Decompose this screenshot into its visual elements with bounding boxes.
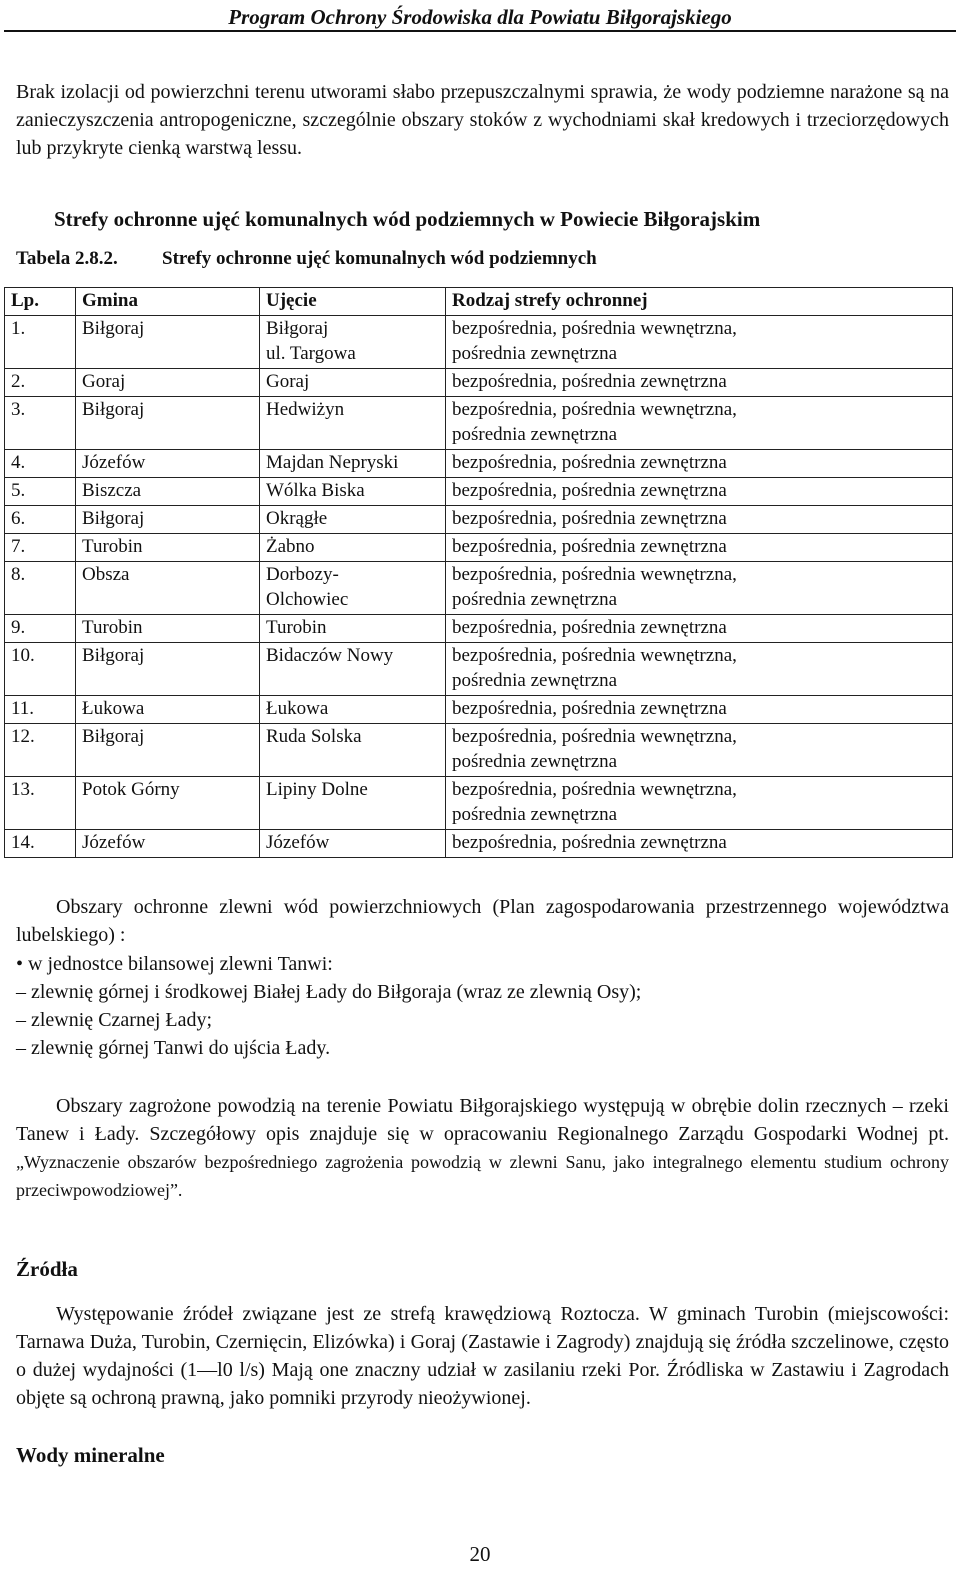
header-rule [4,30,956,32]
cell-ujecie-line: Okrągłe [266,508,328,529]
page-number: 20 [469,1542,491,1566]
cell-lp: 3. [5,397,76,450]
cell-rodzaj-line: bezpośrednia, pośrednia zewnętrzna [452,508,727,529]
table-row [5,777,953,830]
cell-rodzaj [446,534,953,562]
cell-gmina: Biłgoraj [76,643,260,696]
cell-gmina: Turobin [76,615,260,643]
cell-rodzaj-line: bezpośrednia, pośrednia zewnętrzna [452,452,727,473]
flood-quote: „Wyznaczenie obszarów bezpośredniego zagrożenia powodzią w zlewni Sanu, jako integralnego elementu studium ochrony przeciwpowodziowej”. [16,1152,949,1200]
cell-gmina: Biszcza [76,478,260,506]
cell-gmina: Józefów [76,830,260,858]
cell-rodzaj-line: bezpośrednia, pośrednia wewnętrzna, [452,399,737,420]
table-row [5,615,953,643]
table-header-row [5,288,953,316]
table-row [5,397,953,450]
cell-ujecie-line: Józefów [266,832,330,853]
cell-ujecie-line: Goraj [266,371,310,392]
cell-lp: 7. [5,534,76,562]
cell-rodzaj-line: bezpośrednia, pośrednia wewnętrzna, [452,726,737,747]
header-lp: Lp. [5,288,76,316]
cell-lp: 14. [5,830,76,858]
flood-paragraph [16,1092,949,1204]
cell-rodzaj-line: bezpośrednia, pośrednia zewnętrzna [452,480,727,501]
cell-rodzaj-line: pośrednia zewnętrzna [452,424,618,445]
table-caption [16,248,597,270]
cell-ujecie [260,724,446,777]
table-row [5,724,953,777]
list-item: – zlewnię górnej Tanwi do ujścia Łady. [16,1037,331,1059]
table-row [5,830,953,858]
section-heading: Strefy ochronne ujęć komunalnych wód podziemnych w Powiecie Biłgorajskim [54,207,761,231]
cell-lp: 9. [5,615,76,643]
cell-rodzaj-line: bezpośrednia, pośrednia zewnętrzna [452,617,727,638]
header-ujecie: Ujęcie [260,288,446,316]
cell-gmina: Józefów [76,450,260,478]
cell-rodzaj [446,397,953,450]
springs-heading: Źródła [16,1257,78,1281]
cell-ujecie [260,830,446,858]
protection-zones-table [4,287,953,858]
bullet-item: • w jednostce bilansowej zlewni Tanwi: [16,953,333,975]
mineral-heading: Wody mineralne [16,1443,165,1467]
cell-gmina: Obsza [76,562,260,615]
cell-ujecie-line: Hedwiżyn [266,399,345,420]
cell-rodzaj-line: bezpośrednia, pośrednia wewnętrzna, [452,779,737,800]
cell-gmina: Potok Górny [76,777,260,830]
table-caption-number: Tabela 2.8.2. [16,248,118,269]
table-row [5,506,953,534]
cell-lp: 5. [5,478,76,506]
cell-lp: 8. [5,562,76,615]
cell-rodzaj [446,830,953,858]
cell-ujecie [260,777,446,830]
cell-ujecie [260,506,446,534]
cell-ujecie-line: Ruda Solska [266,726,362,747]
table-row [5,562,953,615]
cell-gmina: Goraj [76,369,260,397]
cell-ujecie-line: Majdan Nepryski [266,452,399,473]
cell-rodzaj-line: pośrednia zewnętrzna [452,343,618,364]
cell-ujecie [260,316,446,369]
cell-rodzaj [446,615,953,643]
cell-ujecie-line: Wólka Biska [266,480,365,501]
cell-ujecie-line: Olchowiec [266,589,349,610]
cell-rodzaj [446,369,953,397]
table-body [5,316,953,858]
cell-ujecie-line: ul. Targowa [266,343,356,364]
cell-rodzaj-line: pośrednia zewnętrzna [452,670,618,691]
cell-gmina: Biłgoraj [76,506,260,534]
cell-rodzaj [446,724,953,777]
cell-rodzaj-line: bezpośrednia, pośrednia zewnętrzna [452,832,727,853]
cell-gmina: Biłgoraj [76,397,260,450]
header-title: Program Ochrony Środowiska dla Powiatu Biłgorajskiego [228,5,732,29]
cell-ujecie-line: Lipiny Dolne [266,779,368,800]
cell-rodzaj [446,506,953,534]
page-header [0,0,960,34]
cell-gmina: Turobin [76,534,260,562]
protected-areas-intro: Obszary ochronne zlewni wód powierzchniowych (Plan zagospodarowania przestrzennego województwa lubelskiego) : [16,896,949,946]
cell-lp: 6. [5,506,76,534]
cell-rodzaj [446,696,953,724]
cell-rodzaj-line: pośrednia zewnętrzna [452,804,618,825]
cell-rodzaj-line: bezpośrednia, pośrednia zewnętrzna [452,371,727,392]
cell-ujecie-line: Turobin [266,617,327,638]
cell-rodzaj-line: bezpośrednia, pośrednia wewnętrzna, [452,318,737,339]
cell-ujecie [260,643,446,696]
table-row [5,696,953,724]
cell-lp: 1. [5,316,76,369]
cell-lp: 13. [5,777,76,830]
cell-ujecie [260,562,446,615]
cell-ujecie-line: Bidaczów Nowy [266,645,394,666]
cell-lp: 11. [5,696,76,724]
cell-rodzaj-line: pośrednia zewnętrzna [452,589,618,610]
flood-main-text: Obszary zagrożone powodzią na terenie Powiatu Biłgorajskiego występują w obrębie dolin rzecznych – rzeki Tanew i Łady. Szczegółowy opis znajduje się w opracowaniu Regionalnego Zarządu Gospodarki Wodnej pt. [16,1095,949,1145]
table-row [5,450,953,478]
cell-ujecie-line: Biłgoraj [266,318,329,339]
cell-ujecie [260,397,446,450]
table-row [5,316,953,369]
intro-paragraph: Brak izolacji od powierzchni terenu utworami słabo przepuszczalnymi sprawia, że wody podziemne narażone są na zanieczyszczenia antropogeniczne, szczególnie obszary stoków z wychodniami skał kredowych i trzeciorzędowych lub przykryte cienką warstwą lessu. [16,81,949,159]
cell-ujecie [260,369,446,397]
cell-lp: 10. [5,643,76,696]
cell-gmina: Biłgoraj [76,724,260,777]
table-caption-title: Strefy ochronne ujęć komunalnych wód podziemnych [162,248,597,269]
cell-rodzaj [446,562,953,615]
cell-rodzaj [446,478,953,506]
cell-rodzaj-line: bezpośrednia, pośrednia wewnętrzna, [452,564,737,585]
cell-rodzaj-line: bezpośrednia, pośrednia zewnętrzna [452,698,727,719]
cell-lp: 12. [5,724,76,777]
cell-rodzaj-line: bezpośrednia, pośrednia wewnętrzna, [452,645,737,666]
header-gmina: Gmina [76,288,260,316]
cell-ujecie [260,696,446,724]
cell-ujecie [260,615,446,643]
cell-rodzaj [446,450,953,478]
list-item: – zlewnię Czarnej Łady; [16,1009,213,1031]
cell-ujecie [260,478,446,506]
cell-rodzaj [446,777,953,830]
cell-rodzaj [446,316,953,369]
list-item: – zlewnię górnej i środkowej Białej Łady do Biłgoraja (wraz ze zlewnią Osy); [16,981,642,1003]
cell-rodzaj [446,643,953,696]
table-row [5,369,953,397]
header-rodzaj: Rodzaj strefy ochronnej [446,288,953,316]
cell-gmina: Biłgoraj [76,316,260,369]
cell-ujecie [260,534,446,562]
cell-rodzaj-line: pośrednia zewnętrzna [452,751,618,772]
table-row [5,534,953,562]
table-row [5,643,953,696]
cell-gmina: Łukowa [76,696,260,724]
cell-rodzaj-line: bezpośrednia, pośrednia zewnętrzna [452,536,727,557]
table-row [5,478,953,506]
cell-lp: 2. [5,369,76,397]
cell-ujecie-line: Łukowa [266,698,329,719]
cell-ujecie-line: Dorbozy- [266,564,339,585]
cell-ujecie-line: Żabno [266,536,315,557]
cell-lp: 4. [5,450,76,478]
springs-paragraph: Występowanie źródeł związane jest ze strefą krawędziową Roztocza. W gminach Turobin (miejscowości: Tarnawa Duża, Turobin, Czernięcin, Elizówka) i Goraj (Zastawie i Zagrody) znajdują się źródła szczelinowe, często o dużej wydajności (1—l0 l/s) Mają one znaczny udział w zasilaniu rzeki Por. Źródliska w Zastawiu i Zagrodach objęte są ochroną prawną, jako pomniki przyrody nieożywionej. [16,1303,949,1409]
cell-ujecie [260,450,446,478]
